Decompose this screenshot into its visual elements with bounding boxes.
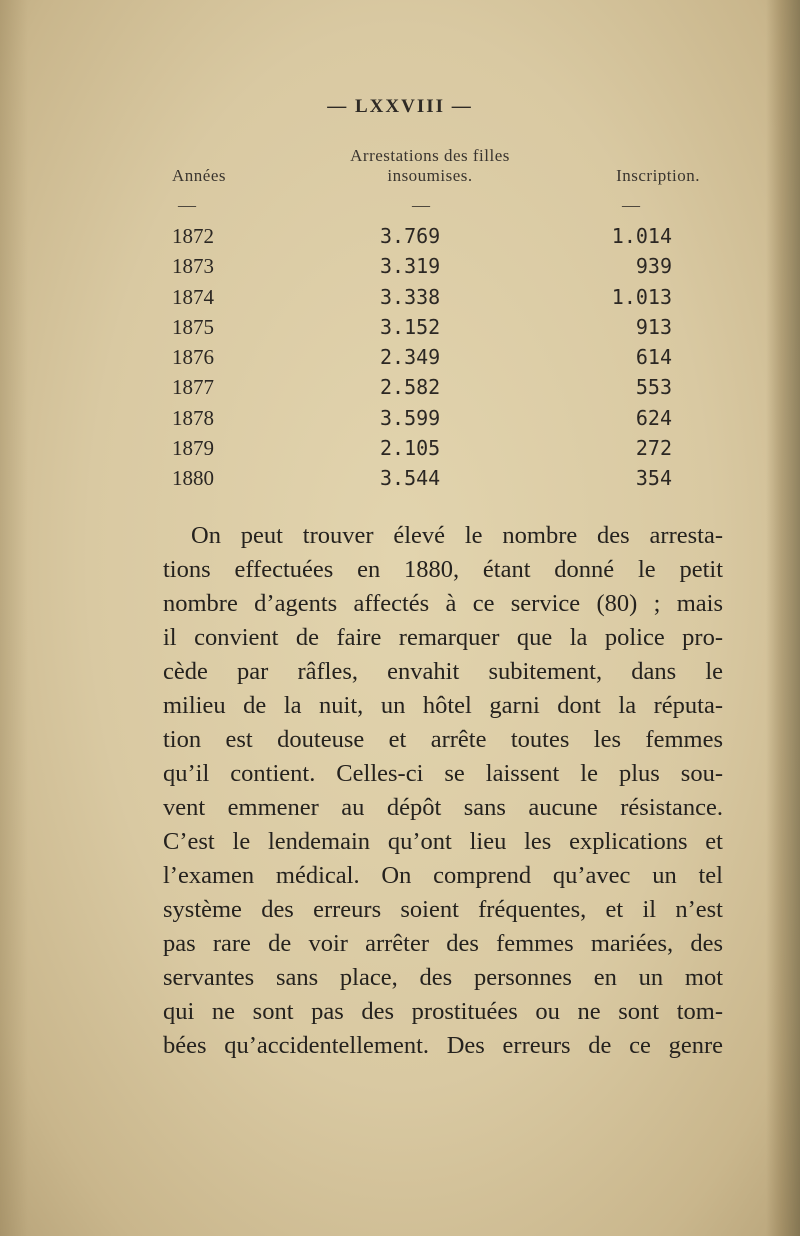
table-row — [0, 251, 800, 281]
table-row — [0, 433, 800, 463]
header-dash-inscription: — — [622, 195, 640, 215]
cell-year: 1875 — [172, 314, 214, 339]
cell-year: 1874 — [172, 284, 214, 309]
page-edge-left — [0, 0, 28, 1236]
cell-arrests: 3.152 — [380, 314, 441, 339]
paragraph-line: vent emmener au dépôt sans aucune résistance. — [163, 794, 723, 821]
cell-arrests: 2.582 — [380, 375, 441, 400]
table-row — [0, 463, 800, 493]
paragraph-line: bées qu’accidentellement. Des erreurs de ce genre — [163, 1032, 723, 1059]
paragraph-line: milieu de la nuit, un hôtel garni dont la réputa- — [163, 692, 723, 719]
header-years: Années — [172, 166, 226, 185]
paragraph-line: servantes sans place, des personnes en un mot — [163, 964, 723, 991]
paragraph-line: l’examen médical. On comprend qu’avec un tel — [163, 862, 723, 889]
paragraph-line: C’est le lendemain qu’ont lieu les explications et — [163, 828, 723, 855]
cell-inscription: 1.014 — [611, 224, 672, 248]
cell-year: 1879 — [172, 436, 214, 461]
table-row — [0, 403, 800, 433]
paragraph-line: pas rare de voir arrêter des femmes mariées, des — [163, 930, 723, 957]
table-row — [0, 282, 800, 312]
table-row — [0, 342, 800, 372]
cell-inscription: 553 — [635, 375, 672, 400]
header-arrests: Arrestations des filles insoumises. — [350, 146, 510, 185]
cell-inscription: 354 — [635, 466, 672, 491]
cell-arrests: 3.599 — [380, 405, 441, 430]
cell-inscription: 939 — [635, 254, 672, 279]
page-edge-right — [766, 0, 800, 1236]
header-dash-years: — — [178, 195, 196, 215]
paragraph-line: qui ne sont pas des prostituées ou ne sont tom- — [163, 998, 723, 1025]
cell-inscription: 1.013 — [611, 284, 672, 309]
cell-arrests: 2.105 — [380, 436, 441, 461]
paragraph-line: qu’il contient. Celles-ci se laissent le plus sou- — [163, 760, 723, 787]
cell-year: 1873 — [172, 254, 214, 279]
paragraph-line: cède par râfles, envahit subitement, dans le — [163, 658, 723, 685]
cell-arrests: 3.769 — [380, 224, 441, 248]
paragraph-line: système des erreurs soient fréquentes, et il n’est — [163, 896, 723, 923]
header-inscription: Inscription. — [616, 166, 700, 185]
header-dash-arrests: — — [412, 195, 430, 215]
cell-arrests: 3.338 — [380, 284, 441, 309]
paragraph-line: il convient de faire remarquer que la police pro- — [163, 624, 723, 651]
cell-year: 1880 — [172, 466, 214, 491]
cell-arrests: 2.349 — [380, 345, 441, 370]
cell-inscription: 913 — [635, 314, 672, 339]
cell-year: 1876 — [172, 345, 214, 370]
cell-inscription: 614 — [635, 345, 672, 370]
cell-year: 1872 — [172, 224, 214, 248]
paragraph-line: nombre d’agents affectés à ce service (80) ; mais — [163, 590, 723, 617]
cell-arrests: 3.319 — [380, 254, 441, 279]
body-paragraph — [163, 519, 723, 1063]
cell-year: 1878 — [172, 405, 214, 430]
cell-inscription: 624 — [635, 405, 672, 430]
paragraph-line: tions effectuées en 1880, étant donné le petit — [163, 556, 723, 583]
table-row — [0, 312, 800, 342]
table-row — [0, 221, 800, 251]
cell-year: 1877 — [172, 375, 214, 400]
page-number: — LXXVIII — — [327, 96, 473, 117]
cell-arrests: 3.544 — [380, 466, 441, 491]
table-row — [0, 372, 800, 402]
statistics-table — [0, 221, 800, 494]
paragraph-line: tion est douteuse et arrête toutes les femmes — [163, 726, 723, 753]
cell-inscription: 272 — [635, 436, 672, 461]
paragraph-line: On peut trouver élevé le nombre des arresta- — [191, 522, 723, 549]
